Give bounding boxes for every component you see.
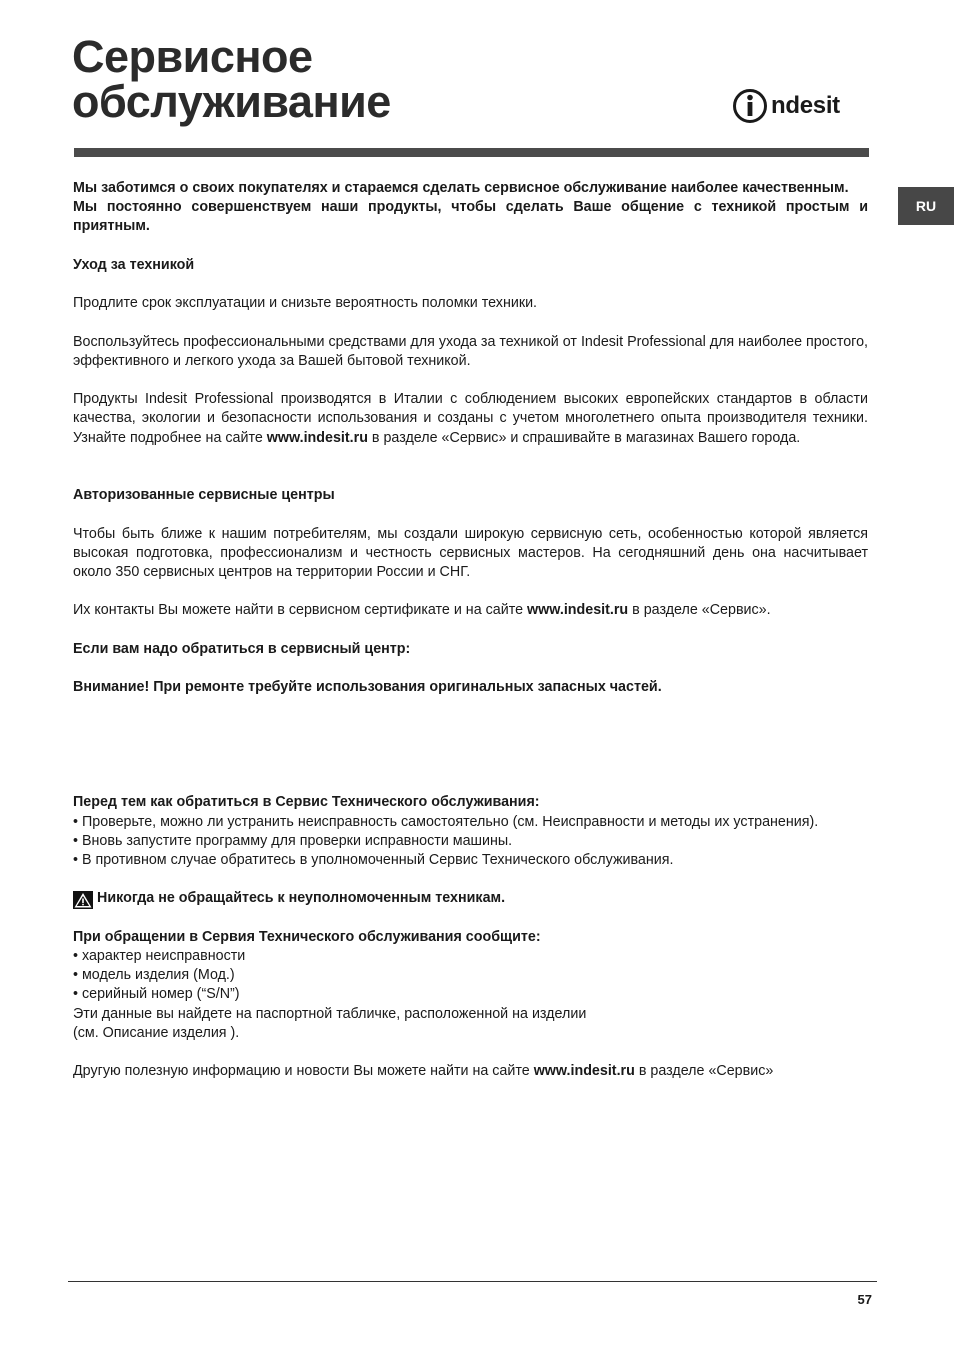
centers-heading: Авторизованные сервисные центры bbox=[73, 487, 335, 504]
language-tab: RU bbox=[898, 187, 954, 225]
page-number: 57 bbox=[857, 1292, 872, 1307]
indesit-logo-wordmark: ndesit bbox=[771, 92, 840, 119]
centers-website-link[interactable]: www.indesit.ru bbox=[527, 602, 629, 619]
centers-paragraph-1: Чтобы быть ближе к нашим потребителям, мы создали широкую сервисную сеть, особенностью которой является высокая подготовка, профессионализм и честность сервисных мастеров. На сегодняшний день она насчитывает около 350 сервисных центров на территории России и СНГ. bbox=[73, 525, 868, 580]
centers-paragraph-2-text-b: в разделе «Сервис». bbox=[628, 602, 771, 619]
centers-paragraph-2 bbox=[73, 601, 868, 620]
centers-paragraph-2-text-a: Их контакты Вы можете найти в сервисном сертификате и на сайте bbox=[73, 602, 528, 619]
care-paragraph-3 bbox=[73, 390, 868, 448]
report-note-line-1: Эти данные вы найдете на паспортной табличке, расположенной на изделии bbox=[73, 1005, 587, 1022]
header-rule bbox=[74, 148, 869, 157]
care-paragraph-2: Воспользуйтесь профессиональными средствами для ухода за техникой от Indesit Professional для наиболее простого, эффективного и легкого ухода за Вашей бытовой техникой. bbox=[73, 333, 868, 369]
page-title-line1: Сервисное bbox=[72, 31, 313, 82]
never-warning-text: Никогда не обращайтесь к неуполномоченным техникам. bbox=[97, 890, 506, 907]
care-paragraph-3-text-b: в разделе «Сервис» и спрашивайте в магазинах Вашего города. bbox=[367, 429, 801, 446]
care-paragraph-3-text-a: Продукты Indesit Professional производятся в Италии с соблюдением высоких европейских стандартов в области качества, экологии и безопасности использования и созданы с учетом многолетнего опыта производителя техники. Узнайте подробнее на сайте bbox=[73, 391, 868, 446]
report-bullet: • серийный номер (“S/N”) bbox=[73, 986, 240, 1003]
report-bullet: • модель изделия (Мод.) bbox=[73, 967, 235, 984]
final-text-a: Другую полезную информацию и новости Вы можете найти на сайте bbox=[73, 1063, 534, 1080]
final-paragraph bbox=[73, 1062, 868, 1081]
care-heading: Уход за техникой bbox=[73, 256, 195, 273]
before-bullet: • Вновь запустите программу для проверки исправности машины. bbox=[73, 832, 513, 849]
warning-triangle-icon bbox=[73, 891, 93, 909]
before-heading: Перед тем как обратиться в Сервис Технического обслуживания: bbox=[73, 794, 540, 811]
care-paragraph-1: Продлите срок эксплуатации и снизьте вероятность поломки техники. bbox=[73, 295, 538, 312]
care-website-link[interactable]: www.indesit.ru bbox=[266, 429, 368, 446]
contact-heading: Если вам надо обратиться в сервисный центр: bbox=[73, 640, 411, 657]
report-note-line-2: (см. Описание изделия ). bbox=[73, 1024, 240, 1041]
never-warning bbox=[73, 889, 868, 908]
report-heading: При обращении в Сервия Технического обслуживания сообщите: bbox=[73, 928, 541, 945]
final-website-link[interactable]: www.indesit.ru bbox=[533, 1063, 635, 1080]
report-bullet: • характер неисправности bbox=[73, 947, 246, 964]
before-bullet: • В противном случае обратитесь в уполномоченный Сервис Технического обслуживания. bbox=[73, 851, 674, 868]
before-bullet: • Проверьте, можно ли устранить неисправность самостоятельно (см. Неисправности и методы их устранения). bbox=[73, 813, 819, 830]
indesit-logo bbox=[733, 88, 840, 124]
page-title bbox=[72, 31, 391, 127]
footer-rule bbox=[68, 1281, 877, 1282]
intro-line-2: Мы постоянно совершенствуем наши продукты, чтобы сделать Ваше общение с техникой простым и приятным. bbox=[73, 199, 868, 235]
intro-line-1: Мы заботимся о своих покупателях и стараемся сделать сервисное обслуживание наиболее качественным. bbox=[73, 180, 849, 196]
service-content bbox=[73, 179, 868, 1081]
final-text-b: в разделе «Сервис» bbox=[634, 1063, 774, 1080]
original-parts-warning: Внимание! При ремонте требуйте использования оригинальных запасных частей. bbox=[73, 679, 662, 696]
indesit-logo-icon bbox=[733, 88, 767, 124]
page-title-line2: обслуживание bbox=[72, 76, 391, 127]
